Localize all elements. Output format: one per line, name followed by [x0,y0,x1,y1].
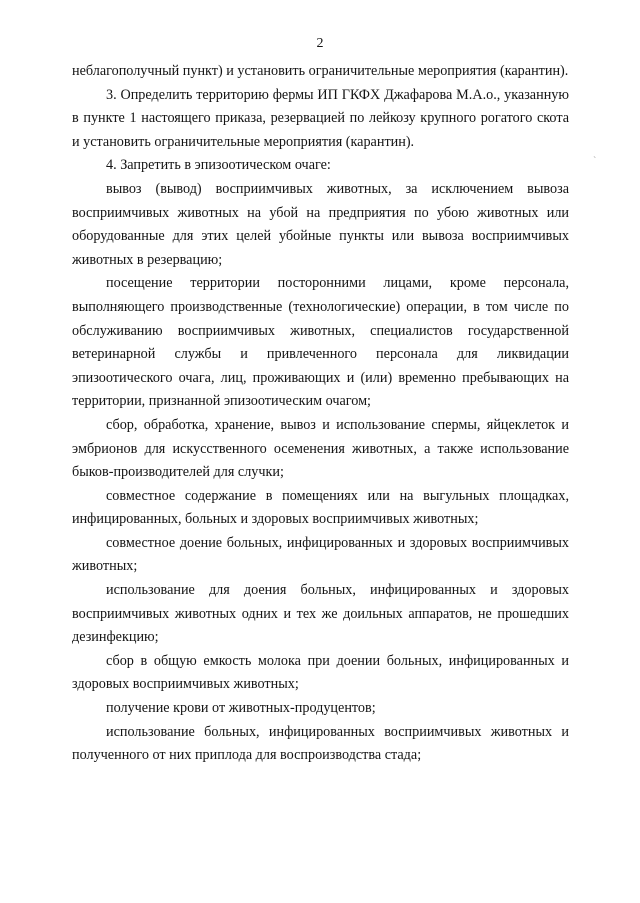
paragraph-item-4: 4. Запретить в эпизоотическом очаге: [106,157,331,174]
prohibition-visits: посещение территории посторонними лицами, кроме персонала, выполняющего производственные (технологические) операции, в том числе по обслуживанию восприимчивых животных, специалистов государственной ветеринарной службы и привлеченного персонала для ликвидации эпизоотического очага, лиц, проживающих и (или) временно пребывающих на территории, признанной эпизоотическим очагом; [72,275,569,410]
prohibition-blood: получение крови от животных-продуцентов; [106,700,376,717]
prohibition-joint-milking: совместное доение больных, инфицированных и здоровых восприимчивых животных; [72,534,569,575]
prohibition-export: вывоз (вывод) восприимчивых животных, за исключением вывоза восприимчивых животных на убой на предприятия по убою животных или оборудованные для этих целей убойные пункты или вывоза восприимчивых животных в резервацию; [72,180,569,268]
prohibition-milk-collection: сбор в общую емкость молока при доении больных, инфицированных и здоровых восприимчивых животных; [72,652,569,693]
prohibition-joint-keeping: совместное содержание в помещениях или на выгульных площадках, инфицированных, больных и здоровых восприимчивых животных; [72,487,569,528]
paragraph-item-3: 3. Определить территорию фермы ИП ГКФХ Джафарова М.А.о., указанную в пункте 1 настоящего приказа, резервацией по лейкозу крупного рогатого скота и установить ограничительные мероприятия (карантин). [72,86,569,150]
paragraph-continuation: неблагополучный пункт) и установить ограничительные мероприятия (карантин). [72,63,569,79]
document-body [72,60,569,768]
prohibition-breeding: использование больных, инфицированных восприимчивых животных и полученного от них приплода для воспроизводства стада; [72,723,569,764]
page-number: 2 [316,36,324,51]
scan-mark: ` [593,156,597,167]
prohibition-shared-apparatus: использование для доения больных, инфицированных и здоровых восприимчивых животных одних и тех же доильных аппаратов, не прошедших дезинфекцию; [72,582,569,646]
prohibition-sperm: сбор, обработка, хранение, вывоз и использование спермы, яйцеклеток и эмбрионов для искусственного осеменения животных, а также использование быков-производителей для случки; [72,416,569,481]
